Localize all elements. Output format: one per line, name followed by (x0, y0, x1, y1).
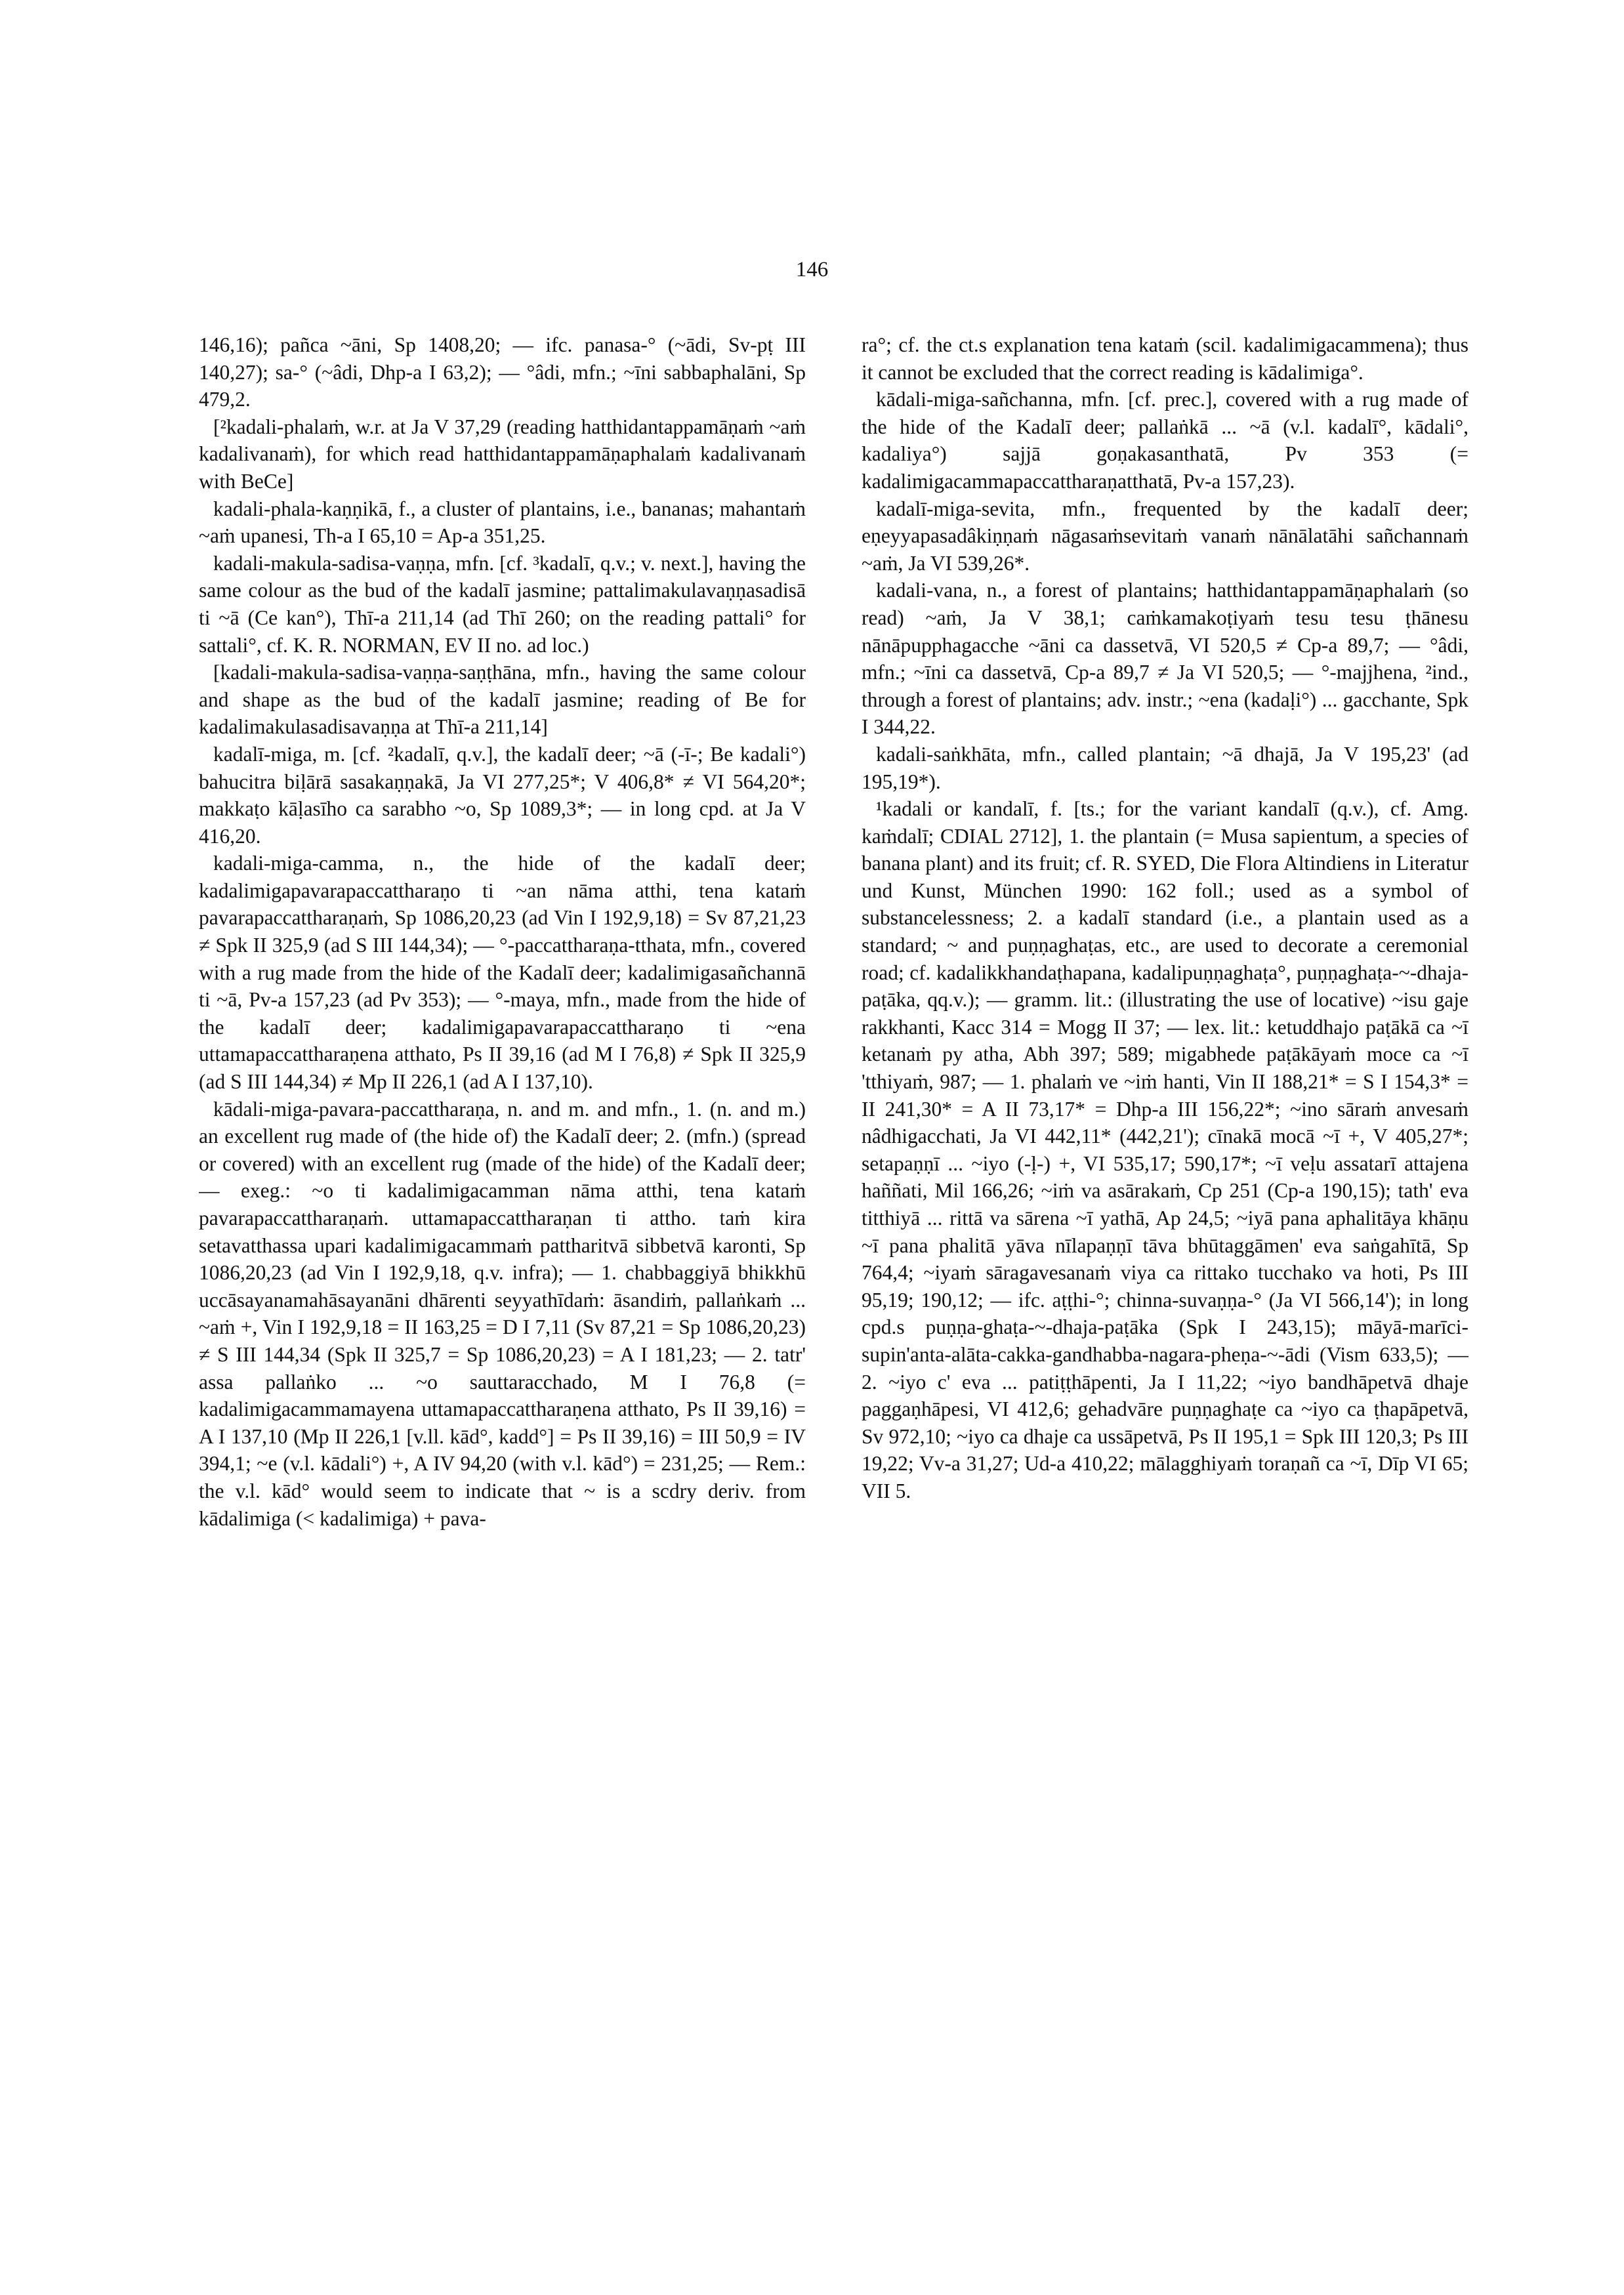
dictionary-entry: [²kadali-phalaṁ, w.r. at Ja V 37,29 (reading hatthidantappamāṇaṁ ~aṁ kadalivanaṁ), for which read hatthidantappamāṇaphalaṁ kadalivanaṁ with BeCe] (199, 415, 806, 493)
dictionary-entry: kādali-miga-pavara-paccattharaṇa, n. and m. and mfn., 1. (n. and m.) an excellent rug made of (the hide of) the Kadalī deer; 2. (mfn.) (spread or covered) with an excellent rug (made of the hide) of the Kadalī deer; — exeg.: ~o ti kadalimigacamman nāma atthi, tena kataṁ pavarapaccattharaṇaṁ. uttamapaccattharaṇan ti attho. taṁ kira setavatthassa upari kadalimigacammaṁ pattharitvā sibbetvā karonti, Sp 1086,20,23 (ad Vin I 192,9,18, q.v. infra); — 1. chabbaggiyā bhikkhū uccāsayanamahāsayanāni dhārenti seyyathīdaṁ: āsandiṁ, pallaṅkaṁ ... ~aṁ +, Vin I 192,9,18 = II 163,25 = D I 7,11 (Sv 87,21 = Sp 1086,20,23) ≠ S III 144,34 (Spk II 325,7 = Sp 1086,20,23) = A I 181,23; — 2. tatr' assa pallaṅko ... ~o sauttaracchado, M I 76,8 (= kadalimigacammamayena uttamapaccattharaṇena atthato, Ps II 39,16) = A I 137,10 (Mp II 226,1 [v.ll. kād°, kadd°] = Ps II 39,16) = III 50,9 = IV 394,1; ~e (v.l. kādali°) +, A IV 94,20 (with v.l. kād°) = 231,25; — Rem.: the v.l. kād° would seem to indicate that ~ is a scdry deriv. from kādalimiga (< kadalimiga) + pava- (199, 1097, 806, 1530)
dictionary-entry: kādali-miga-sañchanna, mfn. [cf. prec.], covered with a rug made of the hide of the Kadalī deer; pallaṅkā ... ~ā (v.l. kadalī°, kādali°, kadaliya°) sajjā goṇakasanthatā, Pv 353 (= kadalimigacammapaccattharaṇatthatā, Pv-a 157,23). (862, 388, 1468, 493)
left-column (199, 331, 806, 2103)
dictionary-entry: kadalī-miga-sevita, mfn., frequented by the kadalī deer; eṇeyyapasadâkiṇṇaṁ nāgasaṁsevitaṁ vanaṁ nānālatāhi sañchannaṁ ~aṁ, Ja VI 539,26*. (862, 497, 1468, 575)
dictionary-entry: [kadali-makula-sadisa-vaṇṇa-saṇṭhāna, mfn., having the same colour and shape as the bud of the kadalī jasmine; reading of Be for kadalimakulasadisavaṇṇa at Thī-a 211,14] (199, 661, 806, 739)
right-column (862, 331, 1468, 2103)
dictionary-entry: kadali-miga-camma, n., the hide of the kadalī deer; kadalimigapavarapaccattharaṇo ti ~an nāma atthi, tena kataṁ pavarapaccattharaṇaṁ, Sp 1086,20,23 (ad Vin I 192,9,18) = Sv 87,21,23 ≠ Spk II 325,9 (ad S III 144,34); — °-paccattharaṇa-tthata, mfn., covered with a rug made from the hide of the Kadalī deer; kadalimigasañchannā ti ~ā, Pv-a 157,23 (ad Pv 353); — °-maya, mfn., made from the hide of the kadalī deer; kadalimigapavarapaccattharaṇo ti ~ena uttamapaccattharaṇena atthato, Ps II 39,16 (ad M I 76,8) ≠ Spk II 325,9 (ad S III 144,34) ≠ Mp II 226,1 (ad A I 137,10). (199, 852, 806, 1094)
dictionary-entry: kadali-saṅkhāta, mfn., called plantain; ~ā dhajā, Ja V 195,23' (ad 195,19*). (862, 742, 1468, 793)
dictionary-entry: kadali-vana, n., a forest of plantains; hatthidantappamāṇaphalaṁ (so read) ~aṁ, Ja V 38,1; caṁkamakoṭiyaṁ tesu tesu ṭhānesu nānāpupphagacche ~āni ca dassetvā, VI 520,5 ≠ Cp-a 89,7; — °âdi, mfn.; ~īni ca dassetvā, Cp-a 89,7 ≠ Ja VI 520,5; — °-majjhena, ²ind., through a forest of plantains; adv. instr.; ~ena (kadaḷi°) ... gacchante, Spk I 344,22. (862, 579, 1468, 739)
page-number: 146 (795, 258, 829, 281)
dictionary-entry: kadali-makula-sadisa-vaṇṇa, mfn. [cf. ³kadalī, q.v.; v. next.], having the same colour as the bud of the kadalī jasmine; pattalimakulavaṇṇasadisā ti ~ā (Ce kan°), Thī-a 211,14 (ad Thī 260; on the reading pattali° for sattali°, cf. K. R. NORMAN, EV II no. ad loc.) (199, 551, 806, 657)
dictionary-entry: 146,16); pañca ~āni, Sp 1408,20; — ifc. panasa-° (~ādi, Sv-pṭ III 140,27); sa-° (~âdi, Dhp-a I 63,2); — °âdi, mfn.; ~īni sabbaphalāni, Sp 479,2. (199, 333, 806, 411)
dictionary-entry: ¹kadali or kandalī, f. [ts.; for the variant kandalī (q.v.), cf. Amg. kaṁdalī; CDIAL 2712], 1. the plantain (= Musa sapientum, a species of banana plant) and its fruit; cf. R. SYED, Die Flora Altindiens in Literatur und Kunst, München 1990: 162 foll.; used as a symbol of substancelessness; 2. a kadalī standard (i.e., a plantain used as a standard; ~ and puṇṇaghaṭas, etc., are used to decorate a ceremonial road; cf. kadalikkhandaṭhapana, kadalipuṇṇaghaṭa°, puṇṇaghaṭa-~-dhaja-paṭāka, qq.v.); — gramm. lit.: (illustrating the use of locative) ~isu gaje rakkhanti, Kacc 314 = Mogg II 37; — lex. lit.: ketuddhajo paṭākā ca ~ī ketanaṁ py atha, Abh 397; 589; migabhede paṭākāyaṁ moce ca ~ī 'tthiyaṁ, 987; — 1. phalaṁ ve ~iṁ hanti, Vin II 188,21* = S I 154,3* = II 241,30* = A II 73,17* = Dhp-a III 156,22*; ~ino sāraṁ anvesaṁ nâdhigacchati, Ja VI 442,11* (442,21'); cīnakā mocā ~ī +, V 405,27*; setapaṇṇī ... ~iyo (-ḷ-) +, VI 535,17; 590,17*; ~ī veḷu assatarī attajena haññati, Mil 166,26; ~iṁ va asārakaṁ, Cp 251 (Cp-a 190,15); tath' eva titthiyā ... rittā va sārena ~ī yathā, Ap 24,5; ~iyā pana aphalitāya khāṇu ~ī pana phalitā yāva nīlapaṇṇī tāva bhūtaggāmen' eva saṅgahītā, Sp 764,4; ~iyaṁ sāragavesanaṁ viya ca rittako tucchako va hoti, Ps III 95,19; 190,12; — ifc. aṭṭhi-°; chinna-suvaṇṇa-° (Ja VI 566,14'); in long cpd.s puṇṇa-ghaṭa-~-dhaja-paṭāka (Spk I 243,15); māyā-marīci-supin'anta-alāta-cakka-gandhabba-nagara-pheṇa-~-ādi (Vism 633,5); — 2. ~iyo c' eva ... patiṭṭhāpenti, Ja I 11,22; ~iyo bandhāpetvā dhaje paggaṇhāpesi, VI 412,6; gehadvāre puṇṇaghaṭe ca ~iyo ca ṭhapāpetvā, Sv 972,10; ~iyo ca dhaje ca ussāpetvā, Ps II 195,1 = Spk III 120,3; Ps III 19,22; Vv-a 31,27; Ud-a 410,22; mālagghiyaṁ toraṇañ ca ~ī, Dīp VI 65; VII 5. (862, 797, 1468, 1502)
dictionary-entry: kadalī-miga, m. [cf. ²kadalī, q.v.], the kadalī deer; ~ā (-ī-; Be kadali°) bahucitra biḷārā sasakaṇṇakā, Ja VI 277,25*; V 406,8* ≠ VI 564,20*; makkaṭo kāḷasīho ca sarabho ~o, Sp 1089,3*; — in long cpd. at Ja V 416,20. (199, 742, 806, 848)
dictionary-entry: kadali-phala-kaṇṇikā, f., a cluster of plantains, i.e., bananas; mahantaṁ ~aṁ upanesi, Th-a I 65,10 = Ap-a 351,25. (199, 497, 806, 548)
dictionary-entry: ra°; cf. the ct.s explanation tena kataṁ (scil. kadalimigacammena); thus it cannot be excluded that the correct reading is kādalimiga°. (862, 333, 1468, 384)
